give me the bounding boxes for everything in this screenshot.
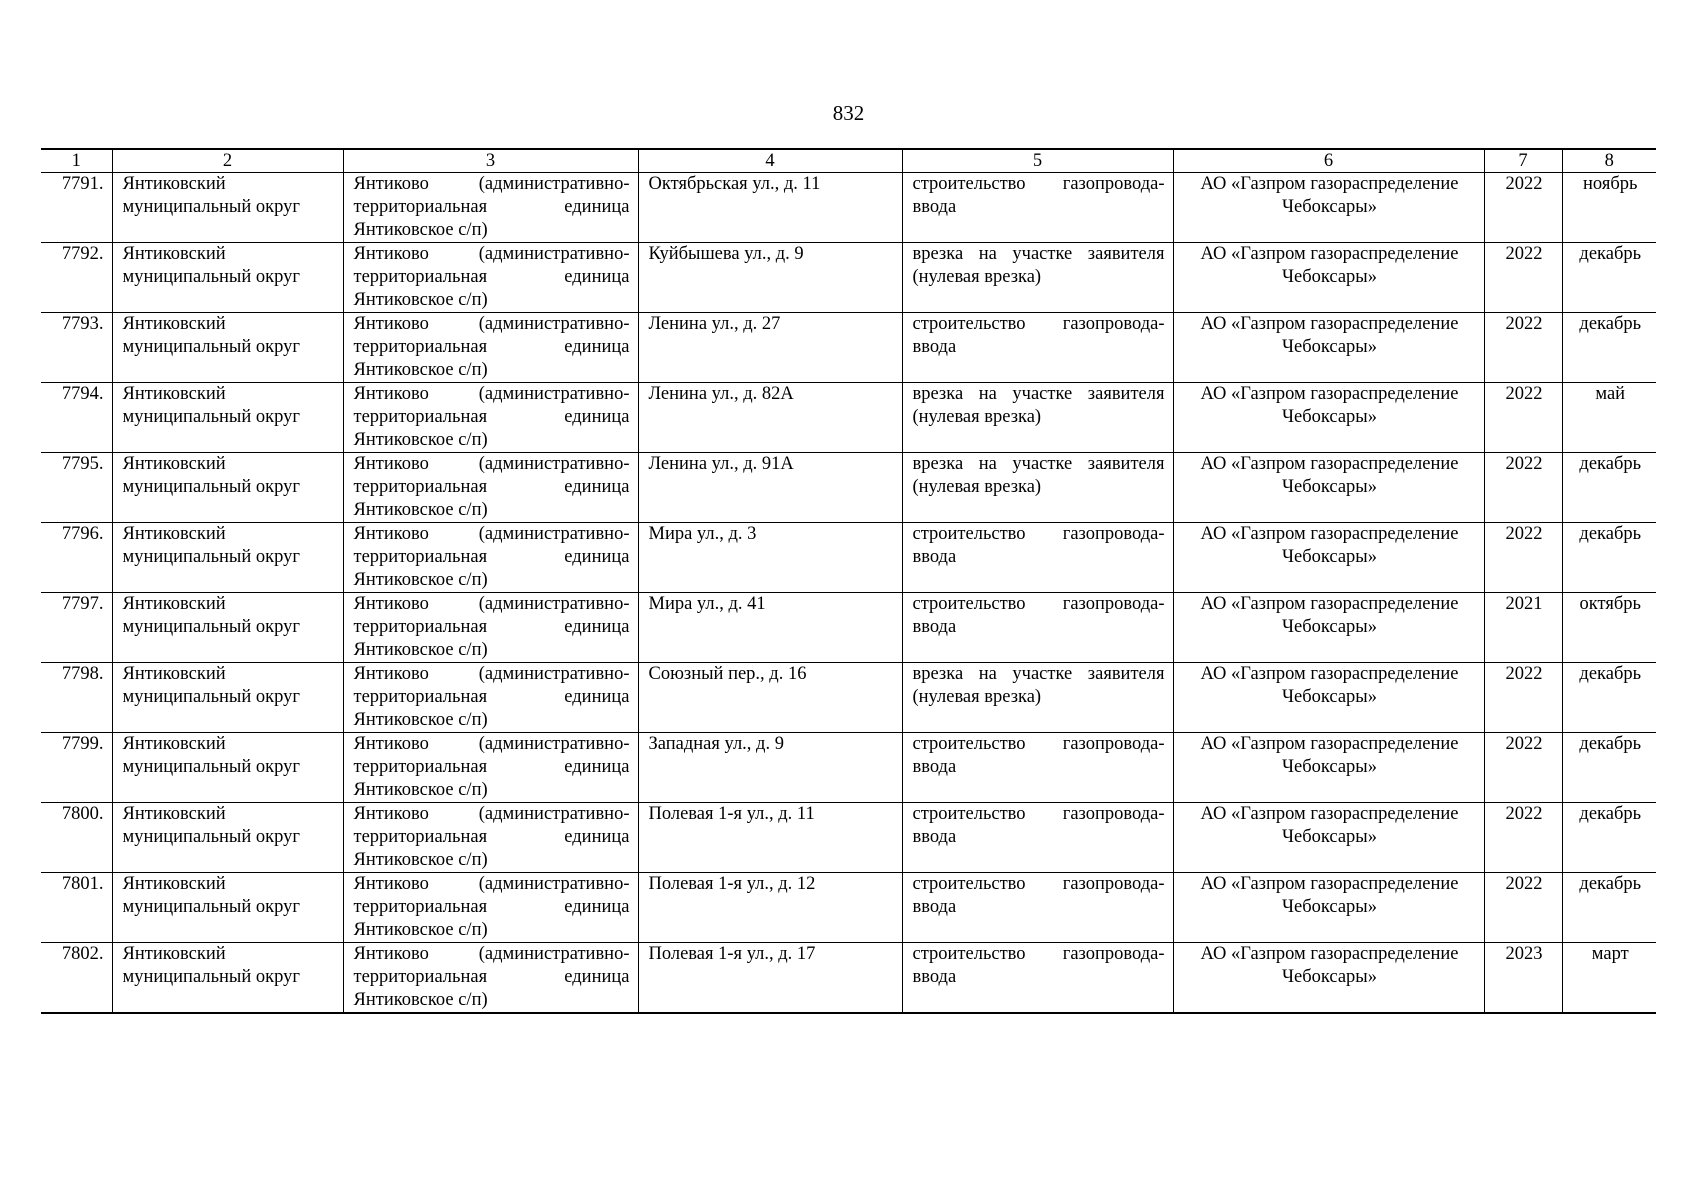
year-cell: 2022 <box>1484 243 1562 313</box>
year-cell: 2022 <box>1484 663 1562 733</box>
year-cell: 2022 <box>1484 523 1562 593</box>
district-cell: Янтиковский муниципальный округ <box>112 523 343 593</box>
address-cell: Ленина ул., д. 27 <box>638 313 902 383</box>
column-header-5: 5 <box>902 149 1173 173</box>
year-cell: 2022 <box>1484 873 1562 943</box>
district-cell: Янтиковский муниципальный округ <box>112 173 343 243</box>
district-cell: Янтиковский муниципальный округ <box>112 243 343 313</box>
row-number-cell: 7801. <box>41 873 112 943</box>
row-number-cell: 7797. <box>41 593 112 663</box>
district-cell: Янтиковский муниципальный округ <box>112 313 343 383</box>
organization-cell: АО «Газпром газораспределение Чебоксары» <box>1173 943 1484 1014</box>
work-type-cell: строительство газопровода-ввода <box>902 313 1173 383</box>
row-number-cell: 7791. <box>41 173 112 243</box>
locality-cell: Янтиково (административно-территориальная единица Янтиковское с/п) <box>343 803 638 873</box>
work-type-cell: врезка на участке заявителя (нулевая врезка) <box>902 453 1173 523</box>
district-cell: Янтиковский муниципальный округ <box>112 803 343 873</box>
row-number-cell: 7793. <box>41 313 112 383</box>
row-number-cell: 7795. <box>41 453 112 523</box>
locality-cell: Янтиково (административно-территориальная единица Янтиковское с/п) <box>343 173 638 243</box>
year-cell: 2022 <box>1484 803 1562 873</box>
column-header-8: 8 <box>1562 149 1656 173</box>
year-cell: 2023 <box>1484 943 1562 1014</box>
column-header-4: 4 <box>638 149 902 173</box>
locality-cell: Янтиково (административно-территориальная единица Янтиковское с/п) <box>343 383 638 453</box>
district-cell: Янтиковский муниципальный округ <box>112 733 343 803</box>
locality-cell: Янтиково (административно-территориальная единица Янтиковское с/п) <box>343 523 638 593</box>
work-type-cell: строительство газопровода-ввода <box>902 593 1173 663</box>
work-type-cell: врезка на участке заявителя (нулевая врезка) <box>902 243 1173 313</box>
organization-cell: АО «Газпром газораспределение Чебоксары» <box>1173 733 1484 803</box>
table-row <box>41 733 1656 803</box>
year-cell: 2022 <box>1484 453 1562 523</box>
page-number: 832 <box>832 101 865 125</box>
address-cell: Западная ул., д. 9 <box>638 733 902 803</box>
month-cell: декабрь <box>1562 803 1656 873</box>
work-type-cell: строительство газопровода-ввода <box>902 873 1173 943</box>
district-cell: Янтиковский муниципальный округ <box>112 873 343 943</box>
table-row <box>41 593 1656 663</box>
month-cell: декабрь <box>1562 523 1656 593</box>
column-header-7: 7 <box>1484 149 1562 173</box>
address-cell: Мира ул., д. 3 <box>638 523 902 593</box>
year-cell: 2022 <box>1484 733 1562 803</box>
table-header <box>41 149 1656 173</box>
month-cell: декабрь <box>1562 873 1656 943</box>
column-header-3: 3 <box>343 149 638 173</box>
row-number-cell: 7792. <box>41 243 112 313</box>
organization-cell: АО «Газпром газораспределение Чебоксары» <box>1173 663 1484 733</box>
row-number-cell: 7794. <box>41 383 112 453</box>
address-cell: Куйбышева ул., д. 9 <box>638 243 902 313</box>
address-cell: Полевая 1-я ул., д. 11 <box>638 803 902 873</box>
address-cell: Ленина ул., д. 91А <box>638 453 902 523</box>
month-cell: март <box>1562 943 1656 1014</box>
table-row <box>41 383 1656 453</box>
address-cell: Союзный пер., д. 16 <box>638 663 902 733</box>
table-row <box>41 873 1656 943</box>
address-cell: Полевая 1-я ул., д. 12 <box>638 873 902 943</box>
work-type-cell: врезка на участке заявителя (нулевая врезка) <box>902 383 1173 453</box>
row-number-cell: 7802. <box>41 943 112 1014</box>
organization-cell: АО «Газпром газораспределение Чебоксары» <box>1173 593 1484 663</box>
month-cell: декабрь <box>1562 453 1656 523</box>
month-cell: декабрь <box>1562 243 1656 313</box>
district-cell: Янтиковский муниципальный округ <box>112 663 343 733</box>
organization-cell: АО «Газпром газораспределение Чебоксары» <box>1173 453 1484 523</box>
row-number-cell: 7798. <box>41 663 112 733</box>
address-cell: Октябрьская ул., д. 11 <box>638 173 902 243</box>
column-header-2: 2 <box>112 149 343 173</box>
gasification-table <box>41 148 1656 1014</box>
organization-cell: АО «Газпром газораспределение Чебоксары» <box>1173 873 1484 943</box>
column-header-1: 1 <box>41 149 112 173</box>
table-row <box>41 243 1656 313</box>
row-number-cell: 7799. <box>41 733 112 803</box>
month-cell: декабрь <box>1562 733 1656 803</box>
year-cell: 2021 <box>1484 593 1562 663</box>
locality-cell: Янтиково (административно-территориальная единица Янтиковское с/п) <box>343 943 638 1014</box>
locality-cell: Янтиково (административно-территориальная единица Янтиковское с/п) <box>343 873 638 943</box>
work-type-cell: строительство газопровода-ввода <box>902 523 1173 593</box>
organization-cell: АО «Газпром газораспределение Чебоксары» <box>1173 173 1484 243</box>
district-cell: Янтиковский муниципальный округ <box>112 383 343 453</box>
header-row <box>41 149 1656 173</box>
year-cell: 2022 <box>1484 383 1562 453</box>
locality-cell: Янтиково (административно-территориальная единица Янтиковское с/п) <box>343 663 638 733</box>
address-cell: Ленина ул., д. 82А <box>638 383 902 453</box>
district-cell: Янтиковский муниципальный округ <box>112 593 343 663</box>
district-cell: Янтиковский муниципальный округ <box>112 943 343 1014</box>
month-cell: октябрь <box>1562 593 1656 663</box>
table-row <box>41 803 1656 873</box>
locality-cell: Янтиково (административно-территориальная единица Янтиковское с/п) <box>343 243 638 313</box>
organization-cell: АО «Газпром газораспределение Чебоксары» <box>1173 313 1484 383</box>
locality-cell: Янтиково (административно-территориальная единица Янтиковское с/п) <box>343 313 638 383</box>
table-row <box>41 663 1656 733</box>
month-cell: декабрь <box>1562 663 1656 733</box>
organization-cell: АО «Газпром газораспределение Чебоксары» <box>1173 803 1484 873</box>
work-type-cell: строительство газопровода-ввода <box>902 173 1173 243</box>
table-row <box>41 453 1656 523</box>
work-type-cell: строительство газопровода-ввода <box>902 733 1173 803</box>
month-cell: ноябрь <box>1562 173 1656 243</box>
month-cell: декабрь <box>1562 313 1656 383</box>
column-header-6: 6 <box>1173 149 1484 173</box>
organization-cell: АО «Газпром газораспределение Чебоксары» <box>1173 523 1484 593</box>
table-row <box>41 943 1656 1014</box>
address-cell: Мира ул., д. 41 <box>638 593 902 663</box>
table-row <box>41 173 1656 243</box>
work-type-cell: строительство газопровода-ввода <box>902 803 1173 873</box>
work-type-cell: врезка на участке заявителя (нулевая врезка) <box>902 663 1173 733</box>
month-cell: май <box>1562 383 1656 453</box>
row-number-cell: 7796. <box>41 523 112 593</box>
locality-cell: Янтиково (административно-территориальная единица Янтиковское с/п) <box>343 593 638 663</box>
organization-cell: АО «Газпром газораспределение Чебоксары» <box>1173 383 1484 453</box>
table-row <box>41 313 1656 383</box>
locality-cell: Янтиково (административно-территориальная единица Янтиковское с/п) <box>343 453 638 523</box>
locality-cell: Янтиково (административно-территориальная единица Янтиковское с/п) <box>343 733 638 803</box>
table-row <box>41 523 1656 593</box>
district-cell: Янтиковский муниципальный округ <box>112 453 343 523</box>
table-body <box>41 173 1656 1014</box>
year-cell: 2022 <box>1484 173 1562 243</box>
year-cell: 2022 <box>1484 313 1562 383</box>
row-number-cell: 7800. <box>41 803 112 873</box>
work-type-cell: строительство газопровода-ввода <box>902 943 1173 1014</box>
address-cell: Полевая 1-я ул., д. 17 <box>638 943 902 1014</box>
organization-cell: АО «Газпром газораспределение Чебоксары» <box>1173 243 1484 313</box>
